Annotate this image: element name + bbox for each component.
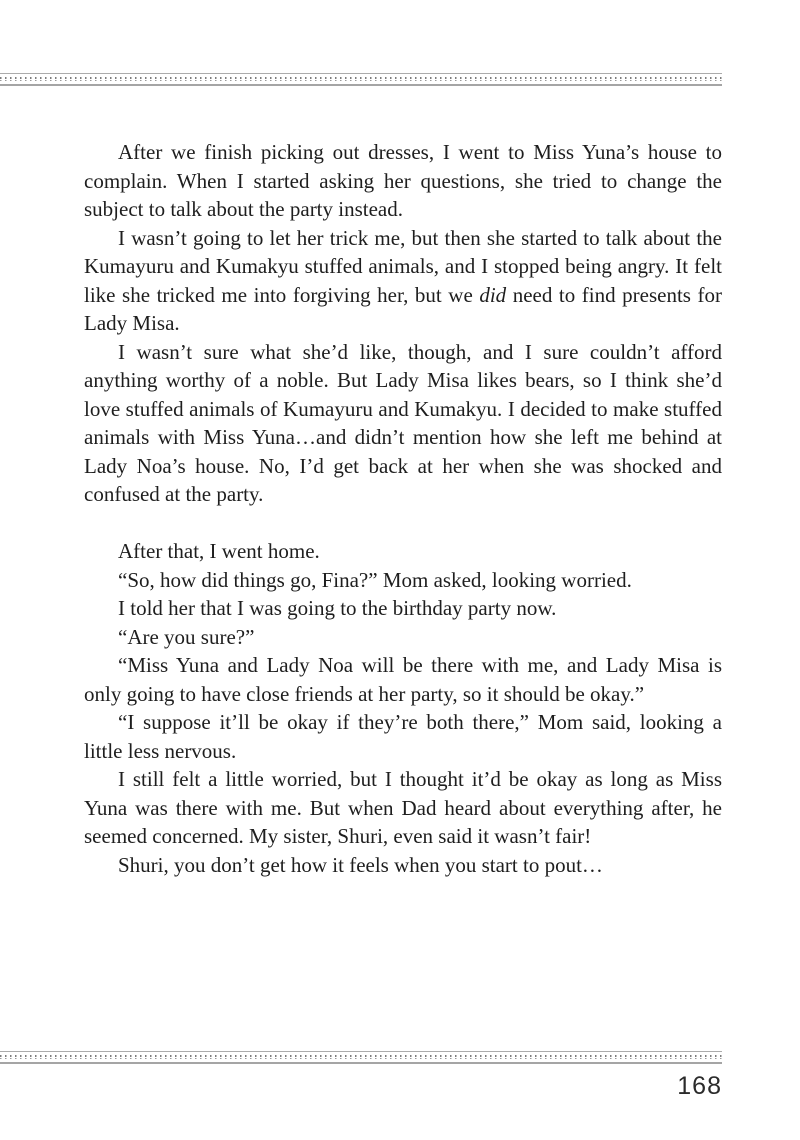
- page-number: 168: [677, 1072, 722, 1100]
- paragraph-10: [84, 765, 722, 851]
- paragraph-text: I wasn’t going to let her trick me, but then she started to talk about the Kumayuru and Kumakyu stuffed animals, and I stopped being angry. It felt like she tricked me into forgiving her, but we: [84, 225, 722, 307]
- paragraph-text: “So, how did things go, Fina?” Mom asked, looking worried.: [118, 567, 632, 592]
- paragraph-text: After we finish picking out dresses, I went to Miss Yuna’s house to complain. When I started asking her questions, she tried to change the subject to talk about the party instead.: [84, 140, 722, 221]
- paragraph-text: “Are you sure?”: [118, 624, 255, 649]
- paragraph-text: need to find presents for Lady Misa.: [84, 282, 722, 335]
- bottom-ornamental-rule: [0, 1051, 722, 1064]
- paragraph-8: [84, 651, 722, 708]
- paragraph-7: [84, 623, 722, 652]
- emphasized-word: did: [479, 282, 507, 307]
- paragraph-6: [84, 594, 722, 623]
- paragraph-text: “I suppose it’ll be okay if they’re both there,” Mom said, looking a little less nervous.: [84, 710, 722, 763]
- paragraph-3: [84, 338, 722, 509]
- top-ornamental-rule: [0, 73, 722, 86]
- paragraph-4: [84, 537, 722, 566]
- paragraph-text: Shuri, you don’t get how it feels when you start to pout…: [118, 852, 603, 877]
- paragraph-text: I told her that I was going to the birthday party now.: [118, 596, 557, 620]
- paragraph-9: [84, 708, 722, 765]
- paragraph-text: I wasn’t sure what she’d like, though, and I sure couldn’t afford anything worthy of a noble. But Lady Misa likes bears, so I think she’d love stuffed animals of Kumayuru and Kumakyu. I decided to make stuffed animals with Miss Yuna…and didn’t mention how she left me behind at Lady Noa’s house. No, I’d get back at her when she was shocked and confused at the party.: [84, 339, 722, 506]
- paragraph-text: I still felt a little worried, but I thought it’d be okay as long as Miss Yuna was there with me. But when Dad heard about everything after, he seemed concerned. My sister, Shuri, even said it wasn’t fair!: [84, 767, 722, 848]
- paragraph-11: [84, 851, 722, 880]
- paragraph-5: [84, 566, 722, 595]
- paragraph-1: [84, 138, 722, 224]
- page-text-block: [84, 138, 722, 879]
- paragraph-text: After that, I went home.: [118, 539, 320, 563]
- paragraph-2: [84, 224, 722, 338]
- paragraph-text: “Miss Yuna and Lady Noa will be there with me, and Lady Misa is only going to have close friends at her party, so it should be okay.”: [84, 653, 722, 706]
- scene-break: [84, 509, 722, 538]
